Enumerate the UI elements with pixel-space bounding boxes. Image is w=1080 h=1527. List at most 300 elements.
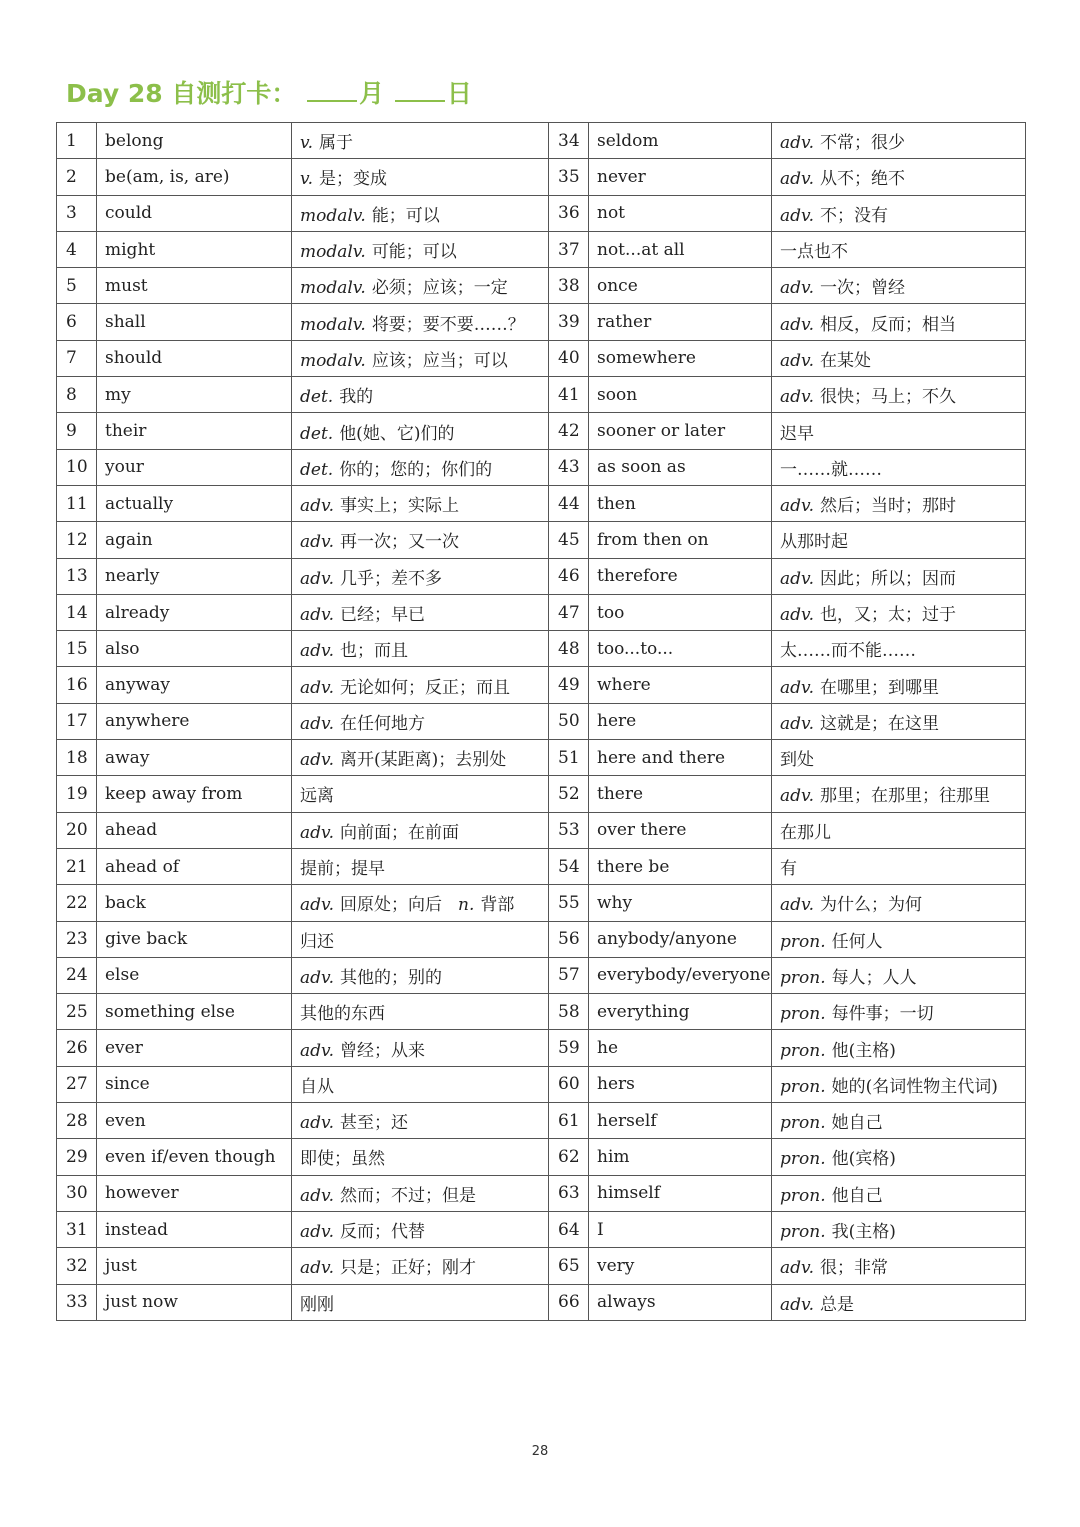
word-cell: however: [97, 1175, 292, 1211]
table-row: [57, 1175, 1026, 1211]
checkin-label: 自测打卡：: [171, 79, 297, 108]
word-cell: here: [589, 703, 772, 739]
meaning-cell: [772, 1103, 1026, 1139]
table-row: [57, 304, 1026, 340]
part-of-speech: adv.: [300, 496, 335, 517]
word-number: 19: [57, 776, 97, 812]
meaning-text: 只是；正好；刚才: [340, 1258, 477, 1279]
word-number: 32: [57, 1248, 97, 1284]
word-cell: already: [97, 594, 292, 630]
word-number: 60: [549, 1066, 589, 1102]
word-cell: else: [97, 957, 292, 993]
word-cell: just: [97, 1248, 292, 1284]
word-cell: sooner or later: [589, 413, 772, 449]
meaning-cell: [292, 885, 549, 921]
meaning-text: 甚至；还: [340, 1113, 409, 1134]
table-row: [57, 1139, 1026, 1175]
meaning-cell: [292, 1066, 549, 1102]
meaning-text: 是；变成: [319, 169, 387, 190]
table-row: [57, 1030, 1026, 1066]
meaning-cell: [772, 1248, 1026, 1284]
word-cell: too: [589, 594, 772, 630]
word-number: 12: [57, 522, 97, 558]
meaning-text: 不；没有: [820, 205, 889, 226]
part-of-speech: adv.: [300, 1185, 335, 1206]
meaning-text: 从不；绝不: [820, 169, 906, 190]
word-number: 22: [57, 885, 97, 921]
table-row: [57, 558, 1026, 594]
part-of-speech: adv.: [780, 205, 815, 226]
meaning-cell: [772, 994, 1026, 1030]
meaning-cell: [292, 1211, 549, 1247]
word-cell: be(am, is, are): [97, 159, 292, 195]
word-cell: nearly: [97, 558, 292, 594]
word-cell: could: [97, 195, 292, 231]
word-cell: give back: [97, 921, 292, 957]
part-of-speech: adv.: [300, 1040, 335, 1061]
part-of-speech: adv.: [780, 133, 815, 154]
meaning-cell: [292, 994, 549, 1030]
month-blank[interactable]: [307, 80, 357, 102]
meaning-text: 已经；早已: [340, 605, 426, 625]
meaning-cell: [772, 885, 1026, 921]
part-of-speech: adv.: [780, 1258, 815, 1279]
meaning-text: 这就是；在这里: [820, 713, 940, 734]
word-number: 6: [57, 304, 97, 340]
word-cell: him: [589, 1139, 772, 1175]
meaning-cell: [292, 377, 549, 413]
word-cell: even if/even though: [97, 1139, 292, 1175]
part-of-speech: adv.: [780, 895, 815, 916]
part-of-speech: adv.: [780, 387, 815, 408]
meaning-text: 反而；代替: [340, 1222, 426, 1243]
word-number: 21: [57, 848, 97, 884]
part-of-speech: adv.: [300, 605, 335, 625]
meaning-text: 很；非常: [820, 1258, 889, 1279]
word-cell: anyway: [97, 667, 292, 703]
meaning-text: 在哪里；到哪里: [820, 677, 940, 698]
meaning-cell: [772, 268, 1026, 304]
meaning-text: 然而；不过；但是: [340, 1185, 477, 1206]
meaning-cell: [772, 522, 1026, 558]
word-cell: soon: [589, 377, 772, 413]
word-number: 35: [549, 159, 589, 195]
part-of-speech: adv.: [780, 169, 815, 190]
meaning-text: 迟早: [780, 423, 814, 444]
word-cell: just now: [97, 1284, 292, 1320]
word-cell: something else: [97, 994, 292, 1030]
part-of-speech: adv.: [300, 822, 335, 843]
word-number: 37: [549, 231, 589, 267]
part-of-speech: pron.: [780, 1076, 826, 1097]
meaning-text: 自从: [300, 1076, 334, 1097]
table-row: [57, 1066, 1026, 1102]
meaning-text: 再一次；又一次: [340, 532, 460, 553]
meaning-cell: [292, 304, 549, 340]
meaning-text: 任何人: [831, 931, 883, 952]
meaning-text: 远离: [300, 786, 334, 807]
meaning-cell: [772, 1211, 1026, 1247]
meaning-text: 在任何地方: [340, 713, 426, 734]
table-row: [57, 812, 1026, 848]
word-number: 34: [549, 123, 589, 159]
word-number: 46: [549, 558, 589, 594]
word-number: 48: [549, 631, 589, 667]
part-of-speech: adv.: [300, 641, 335, 662]
word-cell: should: [97, 340, 292, 376]
word-number: 29: [57, 1139, 97, 1175]
meaning-text: 也；而且: [340, 641, 409, 662]
word-number: 65: [549, 1248, 589, 1284]
word-cell: anywhere: [97, 703, 292, 739]
meaning-cell: [292, 594, 549, 630]
meaning-text: 他(主格): [831, 1040, 896, 1061]
meaning-text: 她的(名词性物主代词): [831, 1076, 998, 1097]
meaning-cell: [772, 195, 1026, 231]
part-of-speech: pron.: [780, 931, 826, 952]
table-row: [57, 268, 1026, 304]
meaning-cell: [772, 957, 1026, 993]
table-row: [57, 1211, 1026, 1247]
table-row: [57, 449, 1026, 485]
word-number: 43: [549, 449, 589, 485]
part-of-speech: adv.: [300, 568, 335, 589]
word-number: 66: [549, 1284, 589, 1320]
word-cell: might: [97, 231, 292, 267]
part-of-speech: n.: [458, 895, 475, 916]
meaning-cell: [292, 123, 549, 159]
meaning-cell: [292, 449, 549, 485]
table-row: [57, 776, 1026, 812]
word-cell: must: [97, 268, 292, 304]
part-of-speech: pron.: [780, 1185, 826, 1206]
word-cell: everything: [589, 994, 772, 1030]
word-number: 39: [549, 304, 589, 340]
word-number: 13: [57, 558, 97, 594]
meaning-text: 在那儿: [780, 822, 831, 843]
day-label: Day 28: [66, 79, 163, 108]
table-row: [57, 994, 1026, 1030]
meaning-cell: [292, 268, 549, 304]
word-number: 26: [57, 1030, 97, 1066]
word-number: 59: [549, 1030, 589, 1066]
part-of-speech: adv.: [780, 786, 815, 807]
word-cell: where: [589, 667, 772, 703]
meaning-text: 几乎；差不多: [340, 568, 443, 589]
word-cell: again: [97, 522, 292, 558]
meaning-cell: [292, 1248, 549, 1284]
meaning-cell: [292, 231, 549, 267]
meaning-text: 将要；要不要……？: [371, 314, 525, 335]
part-of-speech: pron.: [780, 1222, 826, 1243]
table-row: [57, 740, 1026, 776]
word-number: 7: [57, 340, 97, 376]
part-of-speech: adv.: [300, 967, 335, 988]
word-number: 50: [549, 703, 589, 739]
meaning-cell: [772, 413, 1026, 449]
word-number: 40: [549, 340, 589, 376]
word-cell: he: [589, 1030, 772, 1066]
meaning-cell: [292, 957, 549, 993]
word-number: 64: [549, 1211, 589, 1247]
meaning-cell: [772, 812, 1026, 848]
part-of-speech: pron.: [780, 967, 826, 988]
meaning-text: 向前面；在前面: [340, 822, 460, 843]
word-cell: everybody/everyone: [589, 957, 772, 993]
meaning-text: 能；可以: [371, 205, 440, 226]
page-title: [66, 74, 472, 118]
word-cell: very: [589, 1248, 772, 1284]
meaning-cell: [772, 558, 1026, 594]
part-of-speech: pron.: [780, 1040, 826, 1061]
word-cell: not...at all: [589, 231, 772, 267]
meaning-text: 每人；人人: [831, 967, 917, 988]
word-cell: himself: [589, 1175, 772, 1211]
table-row: [57, 848, 1026, 884]
table-row: [57, 1248, 1026, 1284]
meaning-text: 他(她、它)们的: [339, 423, 455, 444]
meaning-text: 你的；您的；你们的: [339, 459, 493, 480]
meaning-text: 一次；曾经: [820, 278, 906, 299]
word-number: 33: [57, 1284, 97, 1320]
word-cell: never: [589, 159, 772, 195]
word-number: 52: [549, 776, 589, 812]
word-cell: therefore: [589, 558, 772, 594]
word-number: 47: [549, 594, 589, 630]
word-number: 11: [57, 485, 97, 521]
word-cell: from then on: [589, 522, 772, 558]
meaning-text: 事实上；实际上: [340, 496, 460, 517]
word-cell: ahead: [97, 812, 292, 848]
meaning-cell: [772, 231, 1026, 267]
meaning-text: 从那时起: [780, 532, 848, 553]
word-cell: also: [97, 631, 292, 667]
word-cell: ever: [97, 1030, 292, 1066]
word-cell: then: [589, 485, 772, 521]
meaning-cell: [772, 340, 1026, 376]
word-cell: as soon as: [589, 449, 772, 485]
meaning-text: 应该；应当；可以: [371, 350, 508, 371]
meaning-cell: [772, 304, 1026, 340]
meaning-cell: [292, 558, 549, 594]
word-number: 5: [57, 268, 97, 304]
word-number: 20: [57, 812, 97, 848]
word-number: 49: [549, 667, 589, 703]
word-number: 28: [57, 1103, 97, 1139]
part-of-speech: det.: [300, 459, 334, 480]
word-cell: over there: [589, 812, 772, 848]
part-of-speech: adv.: [780, 496, 815, 517]
meaning-cell: [772, 667, 1026, 703]
meaning-text: 不常；很少: [820, 133, 906, 154]
word-number: 10: [57, 449, 97, 485]
word-number: 18: [57, 740, 97, 776]
part-of-speech: v.: [300, 169, 313, 190]
word-cell: back: [97, 885, 292, 921]
meaning-cell: [772, 1030, 1026, 1066]
word-number: 53: [549, 812, 589, 848]
table-row: [57, 377, 1026, 413]
vocabulary-table-body: [57, 123, 1026, 1321]
part-of-speech: adv.: [780, 713, 815, 734]
word-cell: too...to...: [589, 631, 772, 667]
word-number: 63: [549, 1175, 589, 1211]
word-cell: ahead of: [97, 848, 292, 884]
meaning-cell: [292, 812, 549, 848]
part-of-speech: adv.: [300, 1113, 335, 1134]
part-of-speech: modalv.: [300, 278, 366, 299]
word-number: 56: [549, 921, 589, 957]
meaning-cell: [772, 631, 1026, 667]
date-label: 日: [446, 79, 472, 108]
part-of-speech: pron.: [780, 1113, 826, 1134]
part-of-speech: adv.: [300, 1222, 335, 1243]
part-of-speech: adv.: [780, 568, 815, 589]
word-number: 14: [57, 594, 97, 630]
word-cell: actually: [97, 485, 292, 521]
meaning-cell: [292, 1139, 549, 1175]
word-number: 44: [549, 485, 589, 521]
meaning-text: 因此；所以；因而: [820, 568, 957, 589]
part-of-speech: adv.: [300, 895, 335, 916]
word-cell: here and there: [589, 740, 772, 776]
table-row: [57, 231, 1026, 267]
meaning-text: 曾经；从来: [340, 1040, 426, 1061]
meaning-text: 其他的；别的: [340, 967, 443, 988]
meaning-text: 刚刚: [300, 1294, 334, 1315]
table-row: [57, 957, 1026, 993]
word-number: 58: [549, 994, 589, 1030]
word-number: 24: [57, 957, 97, 993]
word-cell: once: [589, 268, 772, 304]
part-of-speech: adv.: [300, 1258, 335, 1279]
meaning-text: 可能；可以: [371, 242, 457, 263]
meaning-text: 到处: [780, 750, 814, 771]
meaning-text: 离开(某距离)；去别处: [340, 750, 507, 771]
word-cell: belong: [97, 123, 292, 159]
word-cell: there be: [589, 848, 772, 884]
word-number: 30: [57, 1175, 97, 1211]
word-cell: shall: [97, 304, 292, 340]
word-cell: I: [589, 1211, 772, 1247]
meaning-text: 有: [780, 859, 797, 880]
meaning-cell: [292, 740, 549, 776]
word-cell: away: [97, 740, 292, 776]
word-number: 57: [549, 957, 589, 993]
part-of-speech: det.: [300, 387, 334, 408]
word-number: 8: [57, 377, 97, 413]
meaning-text: 无论如何；反正；而且: [340, 677, 511, 698]
word-number: 38: [549, 268, 589, 304]
meaning-cell: [292, 703, 549, 739]
word-cell: always: [589, 1284, 772, 1320]
word-cell: somewhere: [589, 340, 772, 376]
word-cell: rather: [589, 304, 772, 340]
meaning-text: 相反，反而；相当: [820, 314, 957, 335]
word-cell: anybody/anyone: [589, 921, 772, 957]
meaning-cell: [292, 921, 549, 957]
vocabulary-table: [56, 122, 1026, 1321]
table-row: [57, 485, 1026, 521]
word-cell: hers: [589, 1066, 772, 1102]
meaning-cell: [772, 776, 1026, 812]
meaning-text: 必须；应该；一定: [371, 278, 508, 299]
table-row: [57, 195, 1026, 231]
part-of-speech: adv.: [780, 350, 815, 371]
table-row: [57, 921, 1026, 957]
meaning-text: 太……而不能……: [780, 641, 916, 662]
meaning-cell: [292, 1284, 549, 1320]
word-cell: not: [589, 195, 772, 231]
part-of-speech: v.: [300, 133, 313, 154]
word-number: 55: [549, 885, 589, 921]
meaning-text: 属于: [319, 133, 353, 154]
meaning-cell: [292, 340, 549, 376]
part-of-speech: adv.: [300, 750, 335, 771]
meaning-cell: [292, 522, 549, 558]
word-cell: why: [589, 885, 772, 921]
word-number: 1: [57, 123, 97, 159]
part-of-speech: adv.: [300, 713, 335, 734]
meaning-text: 即使；虽然: [300, 1149, 385, 1170]
meaning-cell: [292, 485, 549, 521]
word-number: 2: [57, 159, 97, 195]
part-of-speech: adv.: [780, 314, 815, 335]
date-blank[interactable]: [395, 80, 445, 102]
table-row: [57, 1284, 1026, 1320]
part-of-speech: adv.: [780, 1294, 815, 1315]
table-row: [57, 1103, 1026, 1139]
word-number: 31: [57, 1211, 97, 1247]
table-row: [57, 340, 1026, 376]
word-cell: your: [97, 449, 292, 485]
meaning-cell: [772, 594, 1026, 630]
word-cell: there: [589, 776, 772, 812]
word-number: 54: [549, 848, 589, 884]
word-number: 62: [549, 1139, 589, 1175]
part-of-speech: pron.: [780, 1149, 826, 1170]
word-cell: keep away from: [97, 776, 292, 812]
meaning-cell: [292, 848, 549, 884]
meaning-text: 背部: [480, 895, 515, 916]
meaning-cell: [292, 195, 549, 231]
meaning-text: 每件事；一切: [831, 1004, 934, 1025]
word-number: 25: [57, 994, 97, 1030]
meaning-cell: [292, 1030, 549, 1066]
meaning-cell: [292, 413, 549, 449]
word-cell: my: [97, 377, 292, 413]
meaning-cell: [772, 377, 1026, 413]
meaning-cell: [772, 123, 1026, 159]
month-label: 月: [359, 79, 385, 108]
word-number: 51: [549, 740, 589, 776]
part-of-speech: adv.: [780, 677, 815, 698]
meaning-text: 那里；在那里；往那里: [820, 786, 991, 807]
table-row: [57, 522, 1026, 558]
meaning-cell: [772, 703, 1026, 739]
word-number: 45: [549, 522, 589, 558]
meaning-text: 他自己: [831, 1185, 883, 1206]
table-row: [57, 413, 1026, 449]
meaning-cell: [772, 740, 1026, 776]
word-number: 16: [57, 667, 97, 703]
meaning-text: 回原处；向后: [340, 895, 443, 916]
meaning-cell: [292, 667, 549, 703]
meaning-text: 为什么；为何: [820, 895, 923, 916]
meaning-cell: [772, 1066, 1026, 1102]
meaning-text: 一点也不: [780, 242, 848, 263]
meaning-cell: [292, 776, 549, 812]
